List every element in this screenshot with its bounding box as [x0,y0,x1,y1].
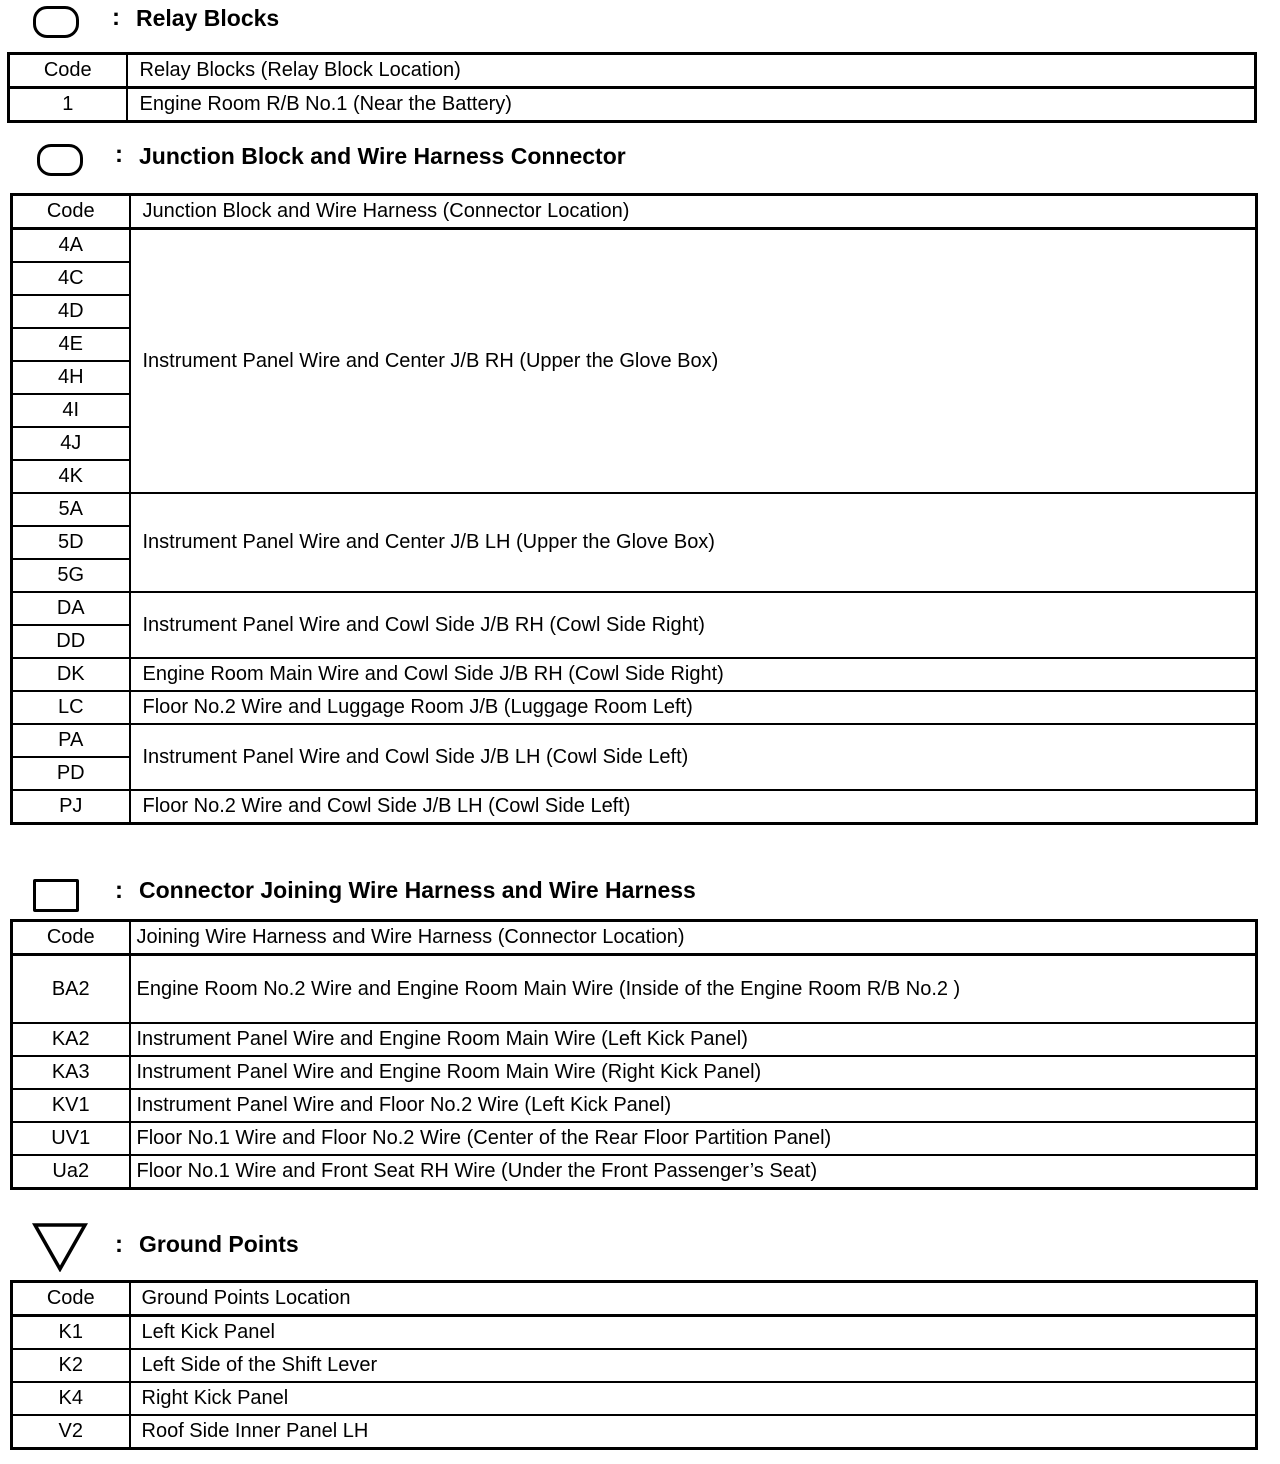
table-row [12,691,1257,724]
row-location: Instrument Panel Wire and Engine Room Main Wire (Right Kick Panel) [130,1056,1257,1089]
section-heading-connector-joining [0,874,800,914]
row-code: 4C [12,262,130,295]
row-location: Floor No.1 Wire and Floor No.2 Wire (Center of the Rear Floor Partition Panel) [130,1122,1257,1155]
connector-joining-table [10,919,1258,1190]
row-code: BA2 [12,955,130,1024]
row-location: Right Kick Panel [130,1382,1257,1415]
row-location: Left Side of the Shift Lever [130,1349,1257,1382]
table-header-row [12,1282,1257,1316]
row-code: 5G [12,559,130,592]
table-header-row [12,921,1257,955]
row-code: DD [12,625,130,658]
column-header-location: Junction Block and Wire Harness (Connector Location) [130,195,1257,229]
table-row [12,592,1257,625]
heading-colon: : [112,4,120,31]
table-row [12,1023,1257,1056]
row-code: KV1 [12,1089,130,1122]
row-code: Ua2 [12,1155,130,1189]
row-code: LC [12,691,130,724]
row-code: 4D [12,295,130,328]
row-location: Instrument Panel Wire and Cowl Side J/B LH (Cowl Side Left) [130,724,1257,790]
row-code: K2 [12,1349,130,1382]
section-title: Connector Joining Wire Harness and Wire Harness [139,877,696,903]
heading-colon: : [115,877,123,904]
heading-colon: : [115,1231,123,1258]
row-location: Left Kick Panel [130,1316,1257,1350]
row-code: 5D [12,526,130,559]
table-row [9,88,1256,122]
section-heading-ground-points [0,1222,600,1274]
ground-point-triangle-icon [32,1222,88,1272]
column-header-location: Ground Points Location [130,1282,1257,1316]
row-location: Instrument Panel Wire and Floor No.2 Wire (Left Kick Panel) [130,1089,1257,1122]
row-code: KA2 [12,1023,130,1056]
table-header-row [12,195,1257,229]
table-row [12,1056,1257,1089]
junction-block-table [10,193,1258,825]
table-row [12,1155,1257,1189]
connector-symbol-icon [33,879,79,912]
row-code: 5A [12,493,130,526]
row-code: K4 [12,1382,130,1415]
table-row [12,1089,1257,1122]
row-code: 4J [12,427,130,460]
table-header-row [9,54,1256,88]
row-location: Instrument Panel Wire and Center J/B LH (Upper the Glove Box) [130,493,1257,592]
table-row [12,229,1257,263]
table-row [12,1122,1257,1155]
table-row [12,955,1257,1024]
relay-block-symbol-icon [33,6,79,38]
section-heading-relay-blocks [0,0,600,40]
junction-block-symbol-icon [37,144,83,176]
table-row [12,790,1257,824]
row-location: Floor No.1 Wire and Front Seat RH Wire (Under the Front Passenger’s Seat) [130,1155,1257,1189]
row-location: Engine Room R/B No.1 (Near the Battery) [127,88,1256,122]
row-location: Engine Room No.2 Wire and Engine Room Main Wire (Inside of the Engine Room R/B No.2 ) [130,955,1257,1024]
row-location: Roof Side Inner Panel LH [130,1415,1257,1449]
row-code: V2 [12,1415,130,1449]
row-location: Floor No.2 Wire and Cowl Side J/B LH (Cowl Side Left) [130,790,1257,824]
row-code: DK [12,658,130,691]
row-location: Instrument Panel Wire and Center J/B RH (Upper the Glove Box) [130,229,1257,494]
table-row [12,493,1257,526]
table-row [12,1349,1257,1382]
section-title: Relay Blocks [136,5,280,31]
column-header-code: Code [12,1282,130,1316]
table-row [12,1415,1257,1449]
relay-blocks-table [7,52,1257,123]
row-location: Instrument Panel Wire and Cowl Side J/B RH (Cowl Side Right) [130,592,1257,658]
row-code: 4K [12,460,130,493]
section-title: Ground Points [139,1231,299,1257]
column-header-location: Joining Wire Harness and Wire Harness (Connector Location) [130,921,1257,955]
row-code: 4E [12,328,130,361]
row-code: PJ [12,790,130,824]
table-row [12,1382,1257,1415]
table-row [12,658,1257,691]
column-header-code: Code [12,921,130,955]
section-heading-junction-block [0,138,800,178]
table-row [12,1316,1257,1350]
row-code: PD [12,757,130,790]
row-code: PA [12,724,130,757]
row-code: DA [12,592,130,625]
row-code: 1 [9,88,127,122]
row-code: 4H [12,361,130,394]
row-code: K1 [12,1316,130,1350]
column-header-code: Code [12,195,130,229]
heading-colon: : [115,141,123,168]
row-code: UV1 [12,1122,130,1155]
row-code: KA3 [12,1056,130,1089]
row-location: Instrument Panel Wire and Engine Room Main Wire (Left Kick Panel) [130,1023,1257,1056]
column-header-code: Code [9,54,127,88]
row-location: Engine Room Main Wire and Cowl Side J/B RH (Cowl Side Right) [130,658,1257,691]
column-header-location: Relay Blocks (Relay Block Location) [127,54,1256,88]
row-code: 4I [12,394,130,427]
table-row [12,724,1257,757]
row-location: Floor No.2 Wire and Luggage Room J/B (Luggage Room Left) [130,691,1257,724]
row-code: 4A [12,229,130,263]
ground-points-table [10,1280,1258,1450]
section-title: Junction Block and Wire Harness Connector [139,143,626,169]
